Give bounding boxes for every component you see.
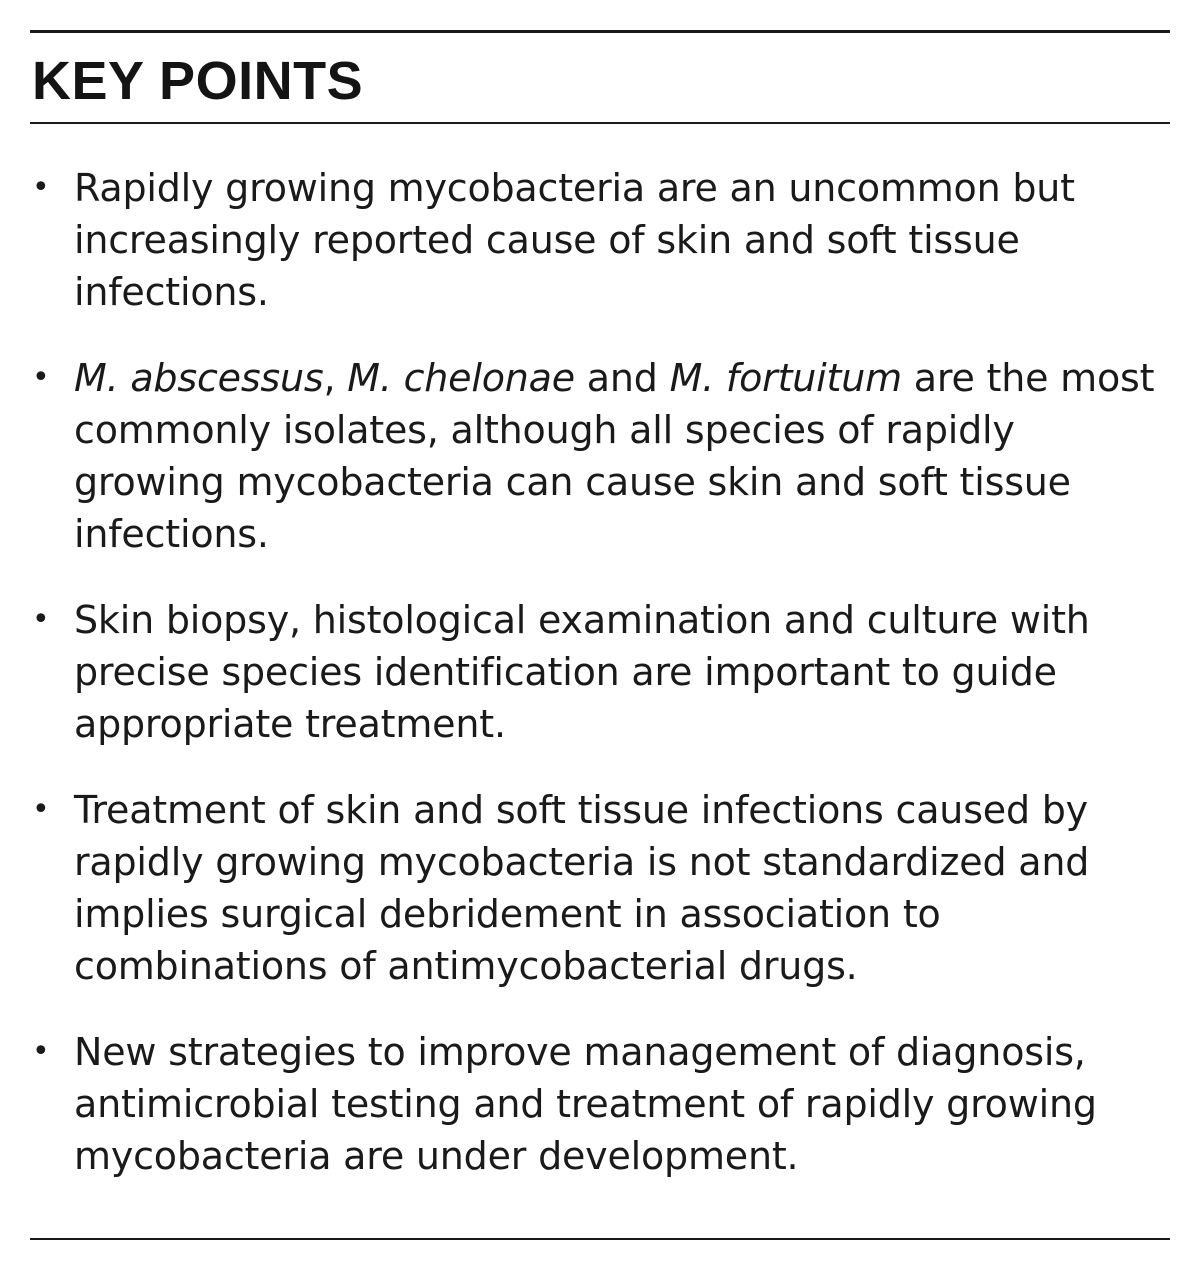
bottom-divider	[30, 1238, 1170, 1240]
key-points-list	[30, 162, 1170, 1216]
list-item	[30, 784, 1170, 992]
bullet-icon: •	[32, 360, 50, 395]
bullet-icon: •	[32, 170, 50, 205]
list-item	[30, 162, 1170, 318]
text-continuation: are the most commonly isolates, although all species of rapidly growing mycobacteria can cause skin and soft tissue infections.	[74, 356, 1155, 556]
top-divider	[30, 30, 1170, 33]
species-name: M. chelonae	[347, 356, 575, 400]
bullet-icon: •	[32, 1034, 50, 1069]
list-item	[30, 1026, 1170, 1182]
list-item	[30, 594, 1170, 750]
bullet-icon: •	[32, 792, 50, 827]
species-name: M. abscessus	[74, 356, 324, 400]
key-points-box	[30, 30, 1170, 1242]
title-divider	[30, 122, 1170, 124]
bullet-icon: •	[32, 602, 50, 637]
list-item-text	[74, 356, 1154, 556]
text-separator: ,	[323, 356, 348, 400]
list-item-text: Treatment of skin and soft tissue infections caused by rapidly growing mycobacteria is not standardized and implies surgical debridement in association to combinations of antimycobacterial drugs.	[74, 788, 1090, 988]
list-item-text: Skin biopsy, histological examination and culture with precise species identification are important to guide appropriate treatment.	[74, 598, 1090, 746]
section-title: KEY POINTS	[32, 51, 364, 111]
list-item-text: Rapidly growing mycobacteria are an uncommon but increasingly reported cause of skin and soft tissue infections.	[74, 166, 1075, 314]
species-name: M. fortuitum	[669, 356, 902, 400]
list-item	[30, 352, 1170, 560]
text-separator: and	[574, 356, 670, 400]
list-item-text: New strategies to improve management of diagnosis, antimicrobial testing and treatment of rapidly growing mycobacteria are under development.	[74, 1030, 1097, 1178]
